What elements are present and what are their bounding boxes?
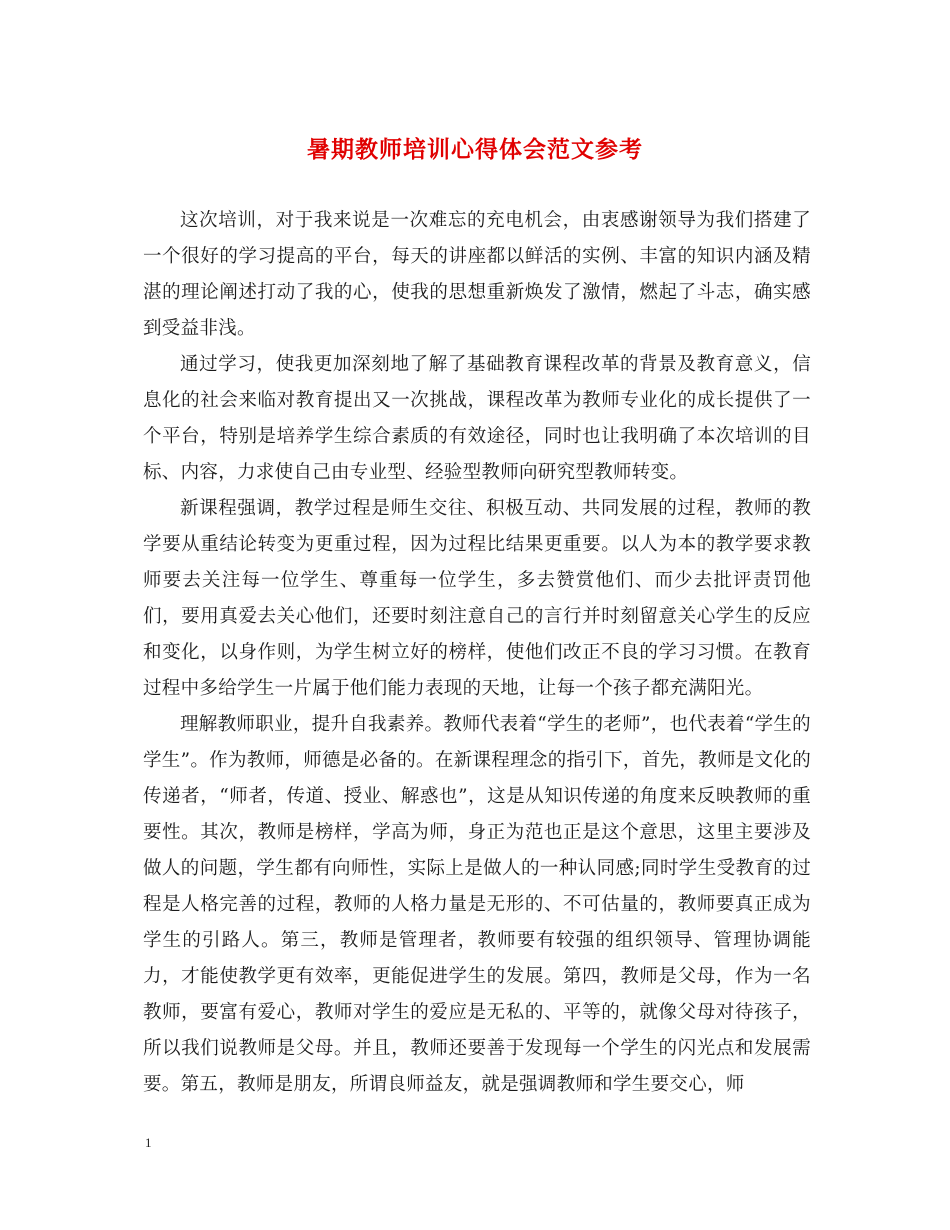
document-body <box>143 203 811 1103</box>
paragraph-1: 这次培训，对于我来说是一次难忘的充电机会，由衷感谢领导为我们搭建了一个很好的学习提高的平台，每天的讲座都以鲜活的实例、丰富的知识内涵及精湛的理论阐述打动了我的心，使我的思想重新焕发了激情，燃起了斗志，确实感到受益非浅。 <box>143 210 811 339</box>
page-number: 1 <box>145 1135 152 1150</box>
paragraph-4: 理解教师职业，提升自我素养。教师代表着“学生的老师”，也代表着“学生的学生”。作为教师，师德是必备的。在新课程理念的指引下，首先，教师是文化的传递者，“师者，传道、授业、解惑也”，这是从知识传递的角度来反映教师的重要性。其次，教师是榜样，学高为师，身正为范也正是这个意思，这里主要涉及做人的问题，学生都有向师性，实际上是做人的一种认同感;同时学生受教育的过程是人格完善的过程，教师的人格力量是无形的、不可估量的，教师要真正成为学生的引路人。第三，教师是管理者，教师要有较强的组织领导、管理协调能力，才能使教学更有效率，更能促进学生的发展。第四，教师是父母，作为一名教师，要富有爱心，教师对学生的爱应是无私的、平等的，就像父母对待孩子，所以我们说教师是父母。并且，教师还要善于发现每一个学生的闪光点和发展需要。第五，教师是朋友，所谓良师益友，就是强调教师和学生要交心，师 <box>143 714 811 1095</box>
document-title: 暑期教师培训心得体会范文参考 <box>307 136 643 163</box>
paragraph-2: 通过学习，使我更加深刻地了解了基础教育课程改革的背景及教育意义，信息化的社会来临对教育提出又一次挑战，课程改革为教师专业化的成长提供了一个平台，特别是培养学生综合素质的有效途径，同时也让我明确了本次培训的目标、内容，力求使自己由专业型、经验型教师向研究型教师转变。 <box>143 354 811 483</box>
paragraph-3: 新课程强调，教学过程是师生交往、积极互动、共同发展的过程，教师的教学要从重结论转变为更重过程，因为过程比结果更重要。以人为本的教学要求教师要去关注每一位学生、尊重每一位学生，多去赞赏他们、而少去批评责罚他们，要用真爱去关心他们，还要时刻注意自己的言行并时刻留意关心学生的反应和变化，以身作则，为学生树立好的榜样，使他们改正不良的学习习惯。在教育过程中多给学生一片属于他们能力表现的天地，让每一个孩子都充满阳光。 <box>143 498 811 699</box>
